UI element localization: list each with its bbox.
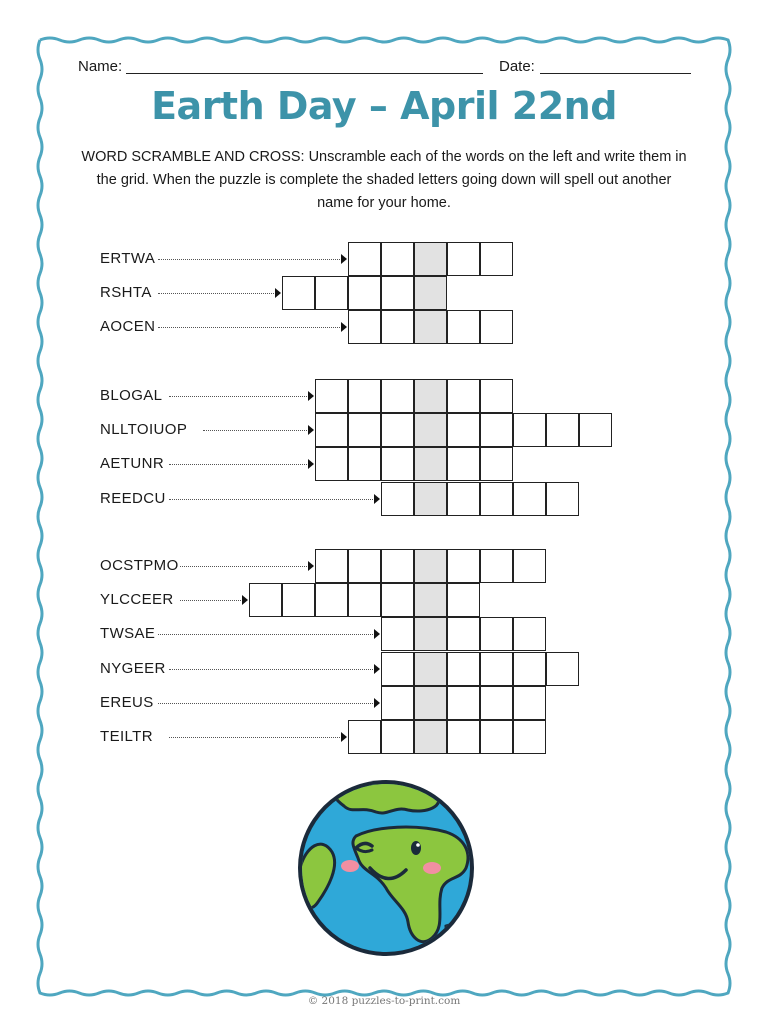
scrambled-word: EREUS (100, 693, 154, 711)
grid-cell[interactable] (480, 720, 513, 754)
scrambled-word: NYGEER (100, 659, 166, 677)
grid-cell[interactable] (447, 447, 480, 481)
grid-cell[interactable] (315, 413, 348, 447)
grid-cell[interactable] (480, 549, 513, 583)
grid-cell-shaded[interactable] (414, 310, 447, 344)
grid-cell[interactable] (447, 686, 480, 720)
grid-cell[interactable] (381, 617, 414, 651)
dotted-leader (158, 293, 274, 294)
grid-cell[interactable] (348, 276, 381, 310)
dotted-leader (180, 600, 241, 601)
grid-cell[interactable] (348, 242, 381, 276)
grid-cell-shaded[interactable] (414, 617, 447, 651)
dotted-leader (169, 499, 373, 500)
grid-cell-shaded[interactable] (414, 720, 447, 754)
arrow-right-icon (242, 595, 248, 605)
grid-cell[interactable] (480, 482, 513, 516)
scrambled-word: ERTWA (100, 250, 156, 267)
date-label: Date: (499, 58, 535, 75)
grid-cell[interactable] (513, 720, 546, 754)
scrambled-word: RSHTA (100, 284, 152, 302)
dotted-leader (169, 464, 307, 465)
grid-cell-shaded[interactable] (414, 686, 447, 720)
grid-cell[interactable] (315, 276, 348, 310)
date-line (540, 73, 691, 74)
dotted-leader (158, 259, 340, 260)
grid-cell[interactable] (513, 617, 546, 651)
grid-cell[interactable] (480, 617, 513, 651)
dotted-leader (169, 737, 340, 738)
grid-cell[interactable] (480, 447, 513, 481)
dotted-leader (169, 669, 373, 670)
grid-cell[interactable] (381, 549, 414, 583)
grid-cell[interactable] (513, 686, 546, 720)
grid-cell-shaded[interactable] (414, 652, 447, 686)
grid-cell-shaded[interactable] (414, 413, 447, 447)
name-line (126, 73, 483, 74)
grid-cell-shaded[interactable] (414, 583, 447, 617)
dotted-leader (158, 634, 373, 635)
grid-cell[interactable] (348, 413, 381, 447)
scrambled-word: AETUNR (100, 455, 165, 473)
grid-cell[interactable] (447, 482, 480, 516)
grid-cell[interactable] (381, 686, 414, 720)
arrow-right-icon (308, 391, 314, 401)
dotted-leader (158, 703, 373, 704)
scrambled-word: OCSTPMO (100, 557, 179, 574)
grid-cell[interactable] (513, 482, 546, 516)
grid-cell[interactable] (381, 413, 414, 447)
name-label: Name: (78, 58, 123, 75)
grid-cell-shaded[interactable] (414, 242, 447, 276)
grid-cell[interactable] (381, 379, 414, 413)
grid-cell[interactable] (282, 583, 315, 617)
grid-cell[interactable] (447, 720, 480, 754)
grid-cell[interactable] (249, 583, 282, 617)
grid-cell[interactable] (381, 447, 414, 481)
grid-cell[interactable] (381, 652, 414, 686)
grid-cell[interactable] (348, 447, 381, 481)
copyright-text: © 2018 puzzles-to-print.com (307, 995, 461, 1007)
grid-cell[interactable] (480, 652, 513, 686)
grid-cell[interactable] (447, 583, 480, 617)
grid-cell[interactable] (546, 413, 579, 447)
grid-cell[interactable] (447, 242, 480, 276)
arrow-right-icon (308, 425, 314, 435)
arrow-right-icon (275, 288, 281, 298)
scrambled-word: REEDCU (100, 489, 166, 507)
arrow-right-icon (308, 561, 314, 571)
scrambled-word: BLOGAL (100, 387, 163, 404)
grid-cell-shaded[interactable] (414, 482, 447, 516)
grid-cell[interactable] (348, 720, 381, 754)
grid-cell[interactable] (546, 652, 579, 686)
scrambled-word: TWSAE (100, 625, 156, 643)
grid-cell[interactable] (480, 379, 513, 413)
grid-cell[interactable] (447, 310, 480, 344)
grid-cell[interactable] (447, 652, 480, 686)
grid-cell[interactable] (381, 720, 414, 754)
dotted-leader (169, 396, 307, 397)
scrambled-word: AOCEN (100, 318, 156, 336)
grid-cell[interactable] (348, 549, 381, 583)
grid-cell[interactable] (381, 583, 414, 617)
grid-cell[interactable] (513, 652, 546, 686)
earth-globe-icon (296, 776, 476, 966)
page-title: Earth Day – April 22nd (151, 84, 617, 128)
dotted-leader (203, 430, 307, 431)
grid-cell[interactable] (513, 549, 546, 583)
scrambled-word: NLLTOIUOP (100, 421, 188, 439)
arrow-right-icon (374, 698, 380, 708)
instructions-text: WORD SCRAMBLE AND CROSS: Unscramble each of the words on the left and write them in the grid. When the puzzle is complete the shaded letters going down will spell out another name for your home. (81, 149, 687, 211)
grid-cell[interactable] (447, 379, 480, 413)
grid-cell[interactable] (348, 310, 381, 344)
grid-cell[interactable] (381, 482, 414, 516)
grid-cell[interactable] (282, 276, 315, 310)
grid-cell-shaded[interactable] (414, 379, 447, 413)
grid-cell-shaded[interactable] (414, 447, 447, 481)
arrow-right-icon (341, 322, 347, 332)
grid-cell[interactable] (315, 379, 348, 413)
dotted-leader (158, 327, 340, 328)
grid-cell[interactable] (381, 310, 414, 344)
grid-cell[interactable] (480, 242, 513, 276)
grid-cell-shaded[interactable] (414, 549, 447, 583)
grid-cell[interactable] (315, 549, 348, 583)
grid-cell[interactable] (447, 549, 480, 583)
arrow-right-icon (341, 254, 347, 264)
arrow-right-icon (374, 629, 380, 639)
grid-cell[interactable] (348, 379, 381, 413)
grid-cell[interactable] (513, 413, 546, 447)
arrow-right-icon (374, 664, 380, 674)
grid-cell[interactable] (447, 413, 480, 447)
dotted-leader (180, 566, 307, 567)
grid-cell[interactable] (315, 583, 348, 617)
arrow-right-icon (308, 459, 314, 469)
grid-cell-shaded[interactable] (414, 276, 447, 310)
scrambled-word: TEILTR (100, 728, 153, 745)
scrambled-word: YLCCEER (100, 591, 174, 609)
grid-cell[interactable] (480, 310, 513, 344)
grid-cell[interactable] (546, 482, 579, 516)
grid-cell[interactable] (381, 242, 414, 276)
grid-cell[interactable] (579, 413, 612, 447)
grid-cell[interactable] (315, 447, 348, 481)
grid-cell[interactable] (447, 617, 480, 651)
arrow-right-icon (374, 494, 380, 504)
grid-cell[interactable] (381, 276, 414, 310)
grid-cell[interactable] (348, 583, 381, 617)
arrow-right-icon (341, 732, 347, 742)
grid-cell[interactable] (480, 686, 513, 720)
grid-cell[interactable] (480, 413, 513, 447)
